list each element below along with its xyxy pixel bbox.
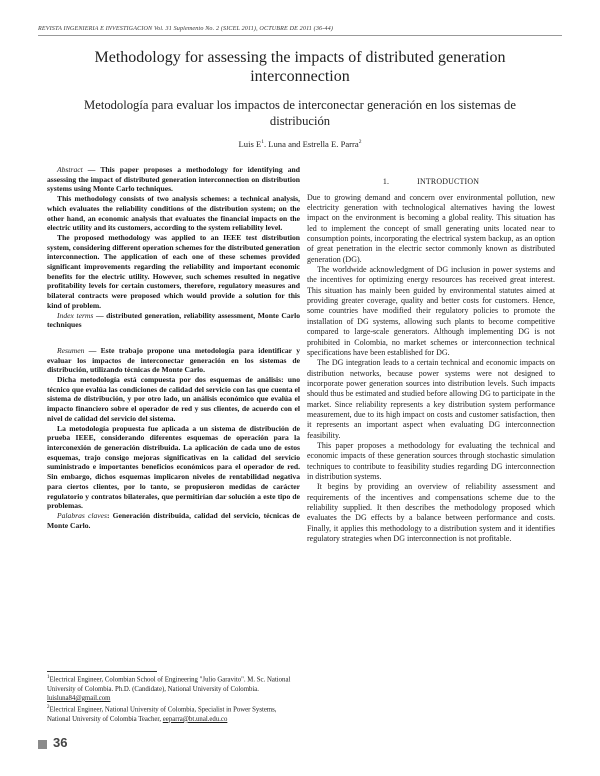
author-line xyxy=(60,139,540,149)
abstract-es-p1 xyxy=(47,346,300,375)
intro-paragraph-1: Due to growing demand and concern over environmental pollution, new electricity generation with technological alternatives having the lowest impact on the environment is becoming a global reality. This situation has led to implement the concept of small generating units located near to consumption points, incorporating the electrical system backup, as an option of great penetration in the electric sector commonly known as distributed generation (DG). xyxy=(307,192,555,264)
resumen-label: Resumen xyxy=(57,345,85,355)
index-terms-label: Index terms xyxy=(57,310,94,320)
footnote-rule xyxy=(47,671,157,672)
section-heading-introduction xyxy=(307,177,555,187)
abstract-label: Abstract xyxy=(57,165,83,174)
footnote-1-mark: 1 xyxy=(47,675,50,680)
intro-paragraph-5: It begins by providing an overview of reliability assessment and requirements of the incentives and compensations scheme due to the reliability supplied. It then describes the methodology proposed which evaluates the DG effects by a balance between performance and costs. Finally, it applies this methodology to a distribution system and it identifies regulatory strategies when DG interconnection is not profitable. xyxy=(307,482,555,544)
section-title: INTRODUCTION xyxy=(417,177,480,186)
abstract-gap xyxy=(47,330,300,346)
right-column xyxy=(307,177,555,544)
left-column xyxy=(47,165,300,530)
footnote-2-email-link[interactable]: eeparra@bt.unal.edu.co xyxy=(162,715,228,723)
footnote-1 xyxy=(47,673,300,703)
intro-paragraph-4: This paper proposes a methodology for evaluating the technical and economic impacts of these generation sources through stochastic simulation techniques to contribute to feasibility studies regarding DG interconnection in distribution systems. xyxy=(307,440,555,481)
keywords-text: : Generación distribuida, calidad del servicio, técnicas de Monte Carlo. xyxy=(47,510,301,530)
running-header: REVISTA INGENIERÍA E INVESTIGACIÓN Vol. 31 Suplemento No. 2 (SICEL 2011), OCTUBRE DE 2011 (36-44) xyxy=(38,26,334,32)
paper-title: Methodology for assessing the impacts of distributed generation interconnection xyxy=(94,49,506,85)
index-terms-text: — distributed generation, reliability assessment, Monte Carlo techniques xyxy=(47,310,300,330)
abstract-en-text-1: — This paper proposes a methodology for identifying and assessing the impact of distributed generation interconnection on distribution systems using Monte Carlo techniques. xyxy=(47,165,300,194)
page-number: 36 xyxy=(53,735,68,750)
keywords-label: Palabras claves xyxy=(57,510,107,520)
author-affiliation-mark-1: 1 xyxy=(261,139,264,146)
intro-paragraph-2: The worldwide acknowledgment of DG inclusion in power systems and the incentives for optimizing energy resources has received great interest. This situation has mainly been guided by environmental statutes aimed at providing greater coverage, quality and better costs for customers. Hence, some countries have modified their regulatory policies to promote the installation of DG systems, allowing such plants to become competitive compared to large-scale generators. Although implementing DG is not prohibited in Colombia, no market schemes or interconnection technical specifications have been established for DG. xyxy=(307,265,555,357)
page-marker-square xyxy=(38,740,47,749)
intro-paragraph-3: The DG integration leads to a certain technical and economic impacts on distribution networks, because power systems were not designed to incorporate power generation sources into distribution levels. Such impacts should thus be estimated and studied before allowing DG to participate in the market. Since reliability represents a key distribution system performance measurement, due to its high impact on costs and customer satisfaction, then it represents an important aspect when evaluating DG interconnection feasibility. xyxy=(307,358,555,440)
footnote-1-email-link[interactable]: luisluna84@gmail.com xyxy=(47,694,111,702)
footnotes xyxy=(47,673,300,724)
index-terms xyxy=(47,311,300,330)
author-name-2: . Luna and Estrella E. Parra xyxy=(263,139,359,149)
footnote-2-mark: 2 xyxy=(47,705,50,711)
footnote-2-text: Electrical Engineer, National University of Colombia, Specialist in Power Systems, National University of Colombia Teacher, xyxy=(47,706,277,723)
keywords-es xyxy=(47,511,300,530)
abstract-es-p2: Dicha metodología está compuesta por dos esquemas de análisis: uno técnico que evalúa las condiciones de calidad del servicio con las que cuenta el sistema de distribución, y por otro lado, un análisis económico que evalúa el impacto financiero sobre el operador de red y sus clientes, de acuerdo con el nivel de calidad del servicio del sistema. xyxy=(47,375,300,423)
header-rule xyxy=(38,35,562,36)
abstract-en-p1 xyxy=(47,165,300,194)
abstract-en-p3: The proposed methodology was applied to an IEEE test distribution system, considering different operation schemes for the distributed generation interconnection. The application of each one of these schemes provided significant improvements regarding the reliability and important economic benefits for the electric utility. However, such schemes resulted in negative profitability levels for certain customers, therefore, regulatory measures and bilateral contracts were proposed which would provide a solution for this kind of problem. xyxy=(47,232,300,310)
abstract-es-p3: La metodología propuesta fue aplicada a un sistema de distribución de prueba IEEE, considerando diferentes esquemas de operación para la interconexión de generación distribuida. La aplicación de cada uno de estos esquemas, trajo consigo mejoras significativas en la calidad del servicio suministrado e importantes beneficios económicos para el operador de red. Sin embargo, dichos esquemas implicaron niveles de rentabilidad negativa para ciertos clientes, por lo tanto, se propusieron medidas de carácter regulatorio y contratos bilaterales, que permitirían dar solución a este tipo de problemas. xyxy=(47,423,300,511)
author-name-1: Luis E xyxy=(238,139,262,149)
author-affiliation-mark-2: 2 xyxy=(358,139,362,146)
footnote-2 xyxy=(47,703,300,724)
paper-subtitle: Metodología para evaluar los impactos de interconectar generación en los sistemas de distribución xyxy=(84,98,516,128)
footnote-1-text: Electrical Engineer, Colombian School of Engineering "Julio Garavito". M. Sc. National University of Colombia. Ph.D. (Candidate), National University of Colombia. xyxy=(47,676,291,693)
abstract-en-p2: This methodology consists of two analysis schemes: a technical analysis, which evaluates the reliability conditions of the distribution system; on the other hand, an economic analysis that evaluates the financial impacts on the electric utility and its customers, according to the system reliability level. xyxy=(47,194,300,233)
abstract-es-text-1: — Este trabajo propone una metodología para identificar y evaluar los impactos de interconectar generación en los sistemas de distribución, utilizando técnicas de Monte Carlo. xyxy=(47,345,300,375)
section-number: 1. xyxy=(382,177,390,186)
